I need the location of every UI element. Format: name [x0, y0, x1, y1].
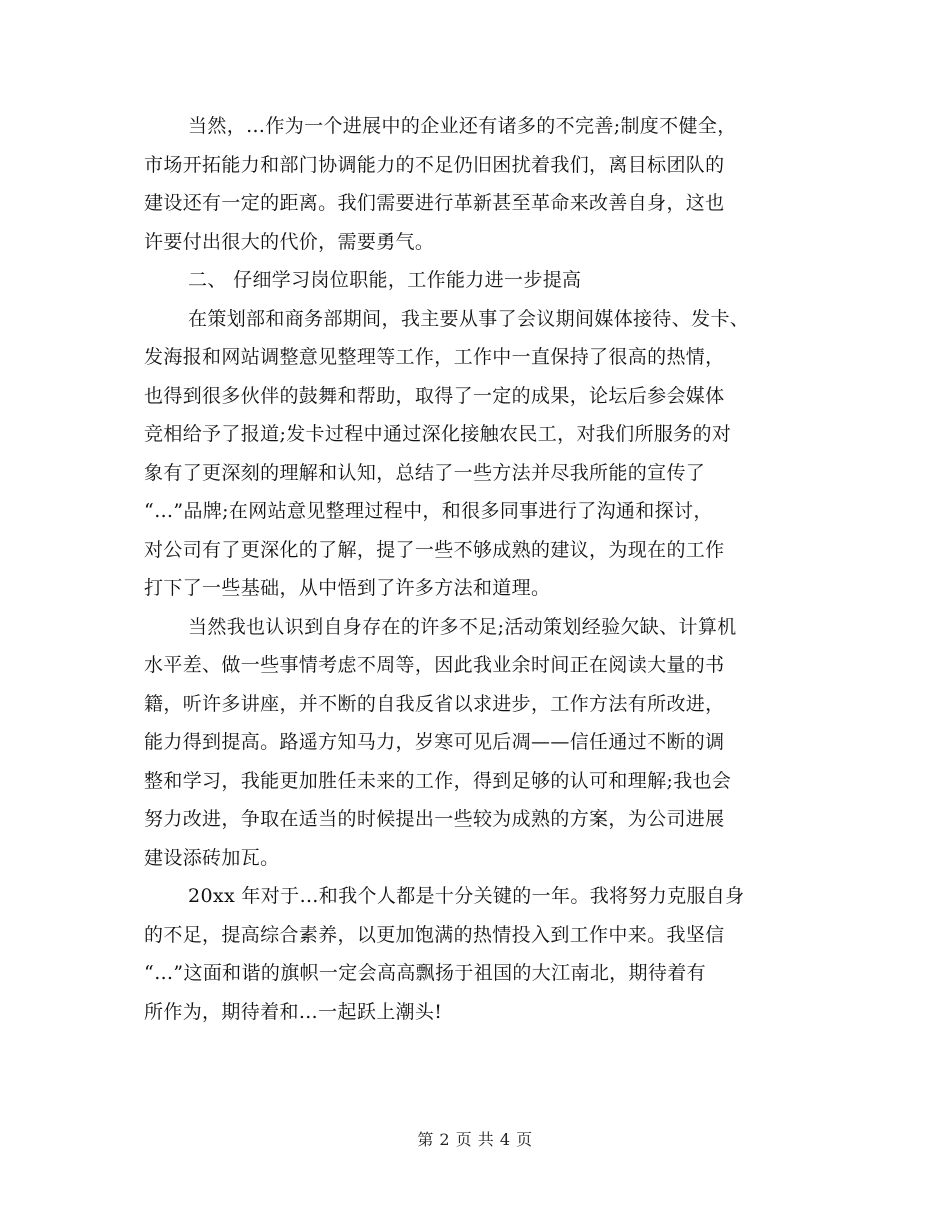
document-body: [144, 107, 824, 1031]
paragraph-line: 象有了更深刻的理解和认知，总结了一些方法并尽我所能的宣传了: [144, 461, 706, 484]
paragraph-line: 许要付出很大的代价，需要勇气。: [144, 230, 435, 253]
paragraph-line: 当然，…作为一个进展中的企业还有诸多的不完善;制度不健全，: [188, 115, 737, 137]
paragraph-line: 水平差、做一些事情考虑不周等，因此我业余时间正在阅读大量的书: [144, 654, 725, 676]
paragraph-line: “…”这面和谐的旗帜一定会高高飘扬于祖国的大江南北，期待着有: [144, 962, 706, 984]
page-number-footer: 第 2 页 共 4 页: [417, 1130, 533, 1149]
paragraph-line: 整和学习，我能更加胜任未来的工作，得到足够的认可和理解;我也会: [144, 769, 732, 792]
paragraph-line: 当然我也认识到自身存在的许多不足;活动策划经验欠缺、计算机: [188, 615, 737, 638]
paragraph-line: 建设还有一定的距离。我们需要进行革新甚至革命来改善自身，这也: [144, 192, 725, 214]
paragraph-line: 的不足，提高综合素养，以更加饱满的热情投入到工作中来。我坚信: [144, 923, 725, 946]
paragraph-line: 打下了一些基础，从中悟到了许多方法和道理。: [144, 577, 551, 599]
paragraph-line: 市场开拓能力和部门协调能力的不足仍旧困扰着我们，离目标团队的: [144, 153, 725, 176]
paragraph-line: 发海报和网站调整意见整理等工作，工作中一直保持了很高的热情，: [144, 346, 725, 368]
paragraph-line: 在策划部和商务部期间，我主要从事了会议期间媒体接待、发卡、: [188, 307, 750, 330]
paragraph-line: 建设添砖加瓦。: [144, 846, 280, 869]
section-heading: 二、 仔细学习岗位职能，工作能力进一步提高: [188, 269, 582, 291]
paragraph-line: 20xx 年对于…和我个人都是十分关键的一年。我将努力克服自身: [188, 885, 745, 907]
paragraph-line: “…”品牌;在网站意见整理过程中，和很多同事进行了沟通和探讨，: [144, 500, 713, 522]
paragraph-line: 对公司有了更深化的了解，提了一些不够成熟的建议，为现在的工作: [144, 538, 725, 561]
paragraph-line: 努力改进，争取在适当的时候提出一些较为成熟的方案，为公司进展: [144, 808, 725, 830]
paragraph-line: 籍，听许多讲座，并不断的自我反省以求进步，工作方法有所改进，: [144, 692, 725, 715]
paragraph-line: 所作为，期待着和…一起跃上潮头!: [144, 1000, 443, 1023]
paragraph-line: 也得到很多伙伴的鼓舞和帮助，取得了一定的成果，论坛后参会媒体: [144, 384, 725, 407]
paragraph-line: 能力得到提高。路遥方知马力，岁寒可见后凋——信任通过不断的调: [144, 731, 725, 753]
paragraph-line: 竞相给予了报道;发卡过程中通过深化接触农民工，对我们所服务的对: [144, 423, 732, 445]
